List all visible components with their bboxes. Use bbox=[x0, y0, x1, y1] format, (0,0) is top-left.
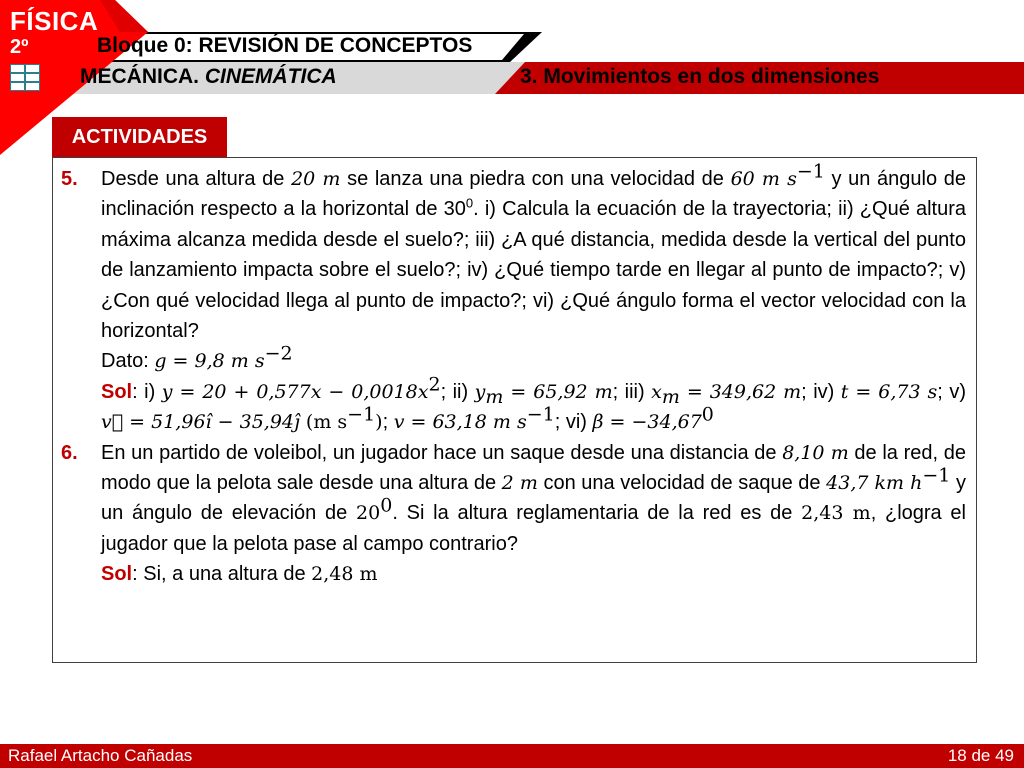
math-superscript: −2 bbox=[264, 342, 293, 365]
text-segment: de la red, de modo que la pelota sale desde una altura de bbox=[101, 441, 966, 495]
solution-label: Sol bbox=[101, 380, 133, 403]
solution-line bbox=[101, 373, 966, 438]
topic-title bbox=[80, 65, 337, 89]
text-superscript: 0 bbox=[465, 195, 474, 211]
text-segment: con una velocidad de saque de bbox=[537, 472, 827, 495]
text-segment: ; vi) bbox=[554, 411, 593, 434]
math-segment: = 349,62 m bbox=[679, 380, 802, 403]
text-segment: se lanza una piedra con una velocidad de bbox=[340, 168, 731, 190]
math-segment: 2,43 m bbox=[801, 502, 871, 525]
math-segment: 60 m s bbox=[730, 168, 797, 190]
exercise-statement bbox=[101, 438, 966, 560]
data-label: Dato: bbox=[101, 350, 155, 373]
text-segment: ; iii) bbox=[612, 380, 652, 403]
math-superscript: 2 bbox=[428, 373, 441, 396]
math-superscript: 0 bbox=[380, 494, 393, 517]
text-segment: . Si la altura reglamentaria de la red es de bbox=[392, 502, 802, 525]
math-segment: 43,7 km h bbox=[826, 472, 923, 495]
text-segment: : Si, a una altura de bbox=[132, 563, 312, 586]
text-segment: ; v) bbox=[937, 380, 966, 403]
exercise-6 bbox=[61, 438, 966, 590]
text-segment: Desde una altura de bbox=[101, 168, 292, 190]
author-name: Rafael Artacho Cañadas bbox=[8, 746, 193, 765]
math-subscript: m bbox=[485, 385, 504, 408]
math-superscript: −1 bbox=[796, 160, 825, 183]
math-segment: 20 m bbox=[291, 168, 341, 190]
activities-tab: ACTIVIDADES bbox=[52, 117, 227, 157]
math-segment: v = 63,18 m s bbox=[393, 411, 527, 434]
math-segment: g = 9,8 m s bbox=[154, 350, 265, 373]
math-superscript: −1 bbox=[347, 403, 376, 426]
text-segment: . i) Calcula la ecuación de la trayectoria; ii) ¿Qué altura máxima alcanza medida desde el suelo?; iii) ¿A qué distancia, medida desde la vertical del punto de lanzamiento impacta sobre el suelo?; iv) ¿Qué tiempo tarde en llegar al punto de impacto?; v) ¿Con qué velocidad llega al punto de impacto?; vi) ¿Qué ángulo forma el vector velocidad con la horizontal? bbox=[101, 198, 966, 343]
section-title: 3. Movimientos en dos dimensiones bbox=[520, 65, 880, 88]
math-segment: x bbox=[651, 380, 662, 403]
math-segment: β = −34,67 bbox=[592, 411, 702, 434]
activities-box bbox=[52, 157, 977, 663]
footer-bar bbox=[0, 744, 1024, 768]
math-segment: t = 6,73 s bbox=[840, 380, 938, 403]
math-superscript: −1 bbox=[922, 464, 951, 487]
math-unit: ) bbox=[375, 411, 383, 434]
text-segment: En un partido de voleibol, un jugador hace un saque desde una distancia de bbox=[101, 441, 783, 464]
text-segment: : i) bbox=[132, 380, 162, 403]
topic-sub: CINEMÁTICA bbox=[204, 65, 337, 88]
math-unit: (m s bbox=[299, 411, 348, 434]
math-segment: y = 20 + 0,577x − 0,0018x bbox=[161, 380, 429, 403]
block-title: Bloque 0: REVISIÓN DE CONCEPTOS bbox=[97, 34, 473, 57]
topic-main: MECÁNICA. bbox=[80, 65, 199, 88]
math-segment: y bbox=[474, 380, 486, 403]
math-segment: 20 bbox=[356, 502, 381, 525]
text-segment: ; iv) bbox=[801, 380, 841, 403]
data-line bbox=[101, 342, 966, 376]
math-segment: v⃗ = 51,96î − 35,94ĵ bbox=[101, 411, 300, 434]
math-superscript: 0 bbox=[701, 403, 714, 426]
solution-label: Sol bbox=[101, 563, 133, 586]
exercise-number: 5. bbox=[61, 168, 78, 190]
math-segment: 8,10 m bbox=[782, 441, 849, 464]
math-segment: = 65,92 m bbox=[503, 380, 613, 403]
exercise-5 bbox=[61, 160, 967, 438]
subject-title: FÍSICA bbox=[10, 6, 99, 36]
exercise-body bbox=[101, 160, 967, 438]
text-segment: ; ii) bbox=[440, 380, 475, 403]
text-segment: , ¿logra el jugador que la pelota pase al campo contrario? bbox=[101, 502, 966, 555]
text-segment: y un ángulo de elevación de bbox=[101, 472, 967, 525]
exercise-number: 6. bbox=[61, 441, 78, 464]
text-segment: y un ángulo de inclinación respecto a la horizontal de 30 bbox=[101, 168, 967, 221]
grade-label: 2º bbox=[10, 36, 29, 58]
page-number: 18 de 49 bbox=[947, 746, 1014, 765]
math-superscript: −1 bbox=[526, 403, 555, 426]
math-segment: 2 m bbox=[501, 472, 538, 495]
math-subscript: m bbox=[661, 385, 680, 408]
exercise-statement bbox=[101, 160, 967, 346]
text-segment: ; bbox=[382, 411, 394, 434]
grid-icon[interactable] bbox=[10, 64, 40, 91]
solution-line bbox=[101, 559, 966, 589]
exercise-body bbox=[101, 438, 966, 590]
math-segment: 2,48 m bbox=[311, 563, 378, 586]
